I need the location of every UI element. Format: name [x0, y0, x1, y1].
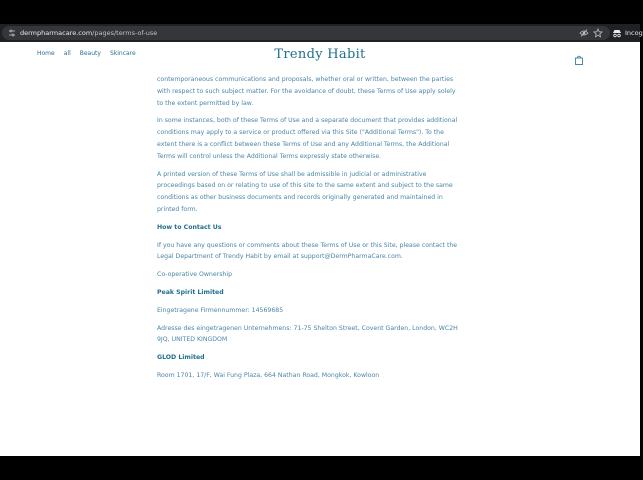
- bookmark-star-icon[interactable]: [593, 28, 603, 38]
- top-letterbox: [0, 0, 640, 24]
- incognito-indicator[interactable]: [612, 27, 643, 39]
- nav-item-all[interactable]: all: [63, 50, 71, 57]
- paragraph-contact: If you have any questions or comments about these Terms of Use or this Site, please contact the Legal Department of Trendy Habit by email at support@DermPharmaCare.com.: [157, 241, 458, 261]
- contact-heading: How to Contact Us: [157, 223, 222, 231]
- incognito-label: Incog: [625, 29, 643, 37]
- eye-off-icon[interactable]: [579, 28, 589, 38]
- url-path: /pages/terms-of-use: [92, 29, 158, 37]
- registered-address: Adresse des eingetragenen Unternehmens: 71-75 Shelton Street, Covent Garden, London, WC2H 9JQ, UNITED KINGDOM: [157, 324, 458, 344]
- browser-toolbar: [0, 24, 643, 42]
- paragraph-entire-agreement: contemporaneous communications and proposals, whether oral or written, between the parties with respect to such subject matter. For the avoidance of doubt, these Terms of Use apply solely to the extent permitted by law.: [157, 76, 456, 107]
- nav-item-skincare[interactable]: Skincare: [109, 50, 136, 57]
- web-page: [0, 42, 640, 456]
- registration-number: Eingetragene Firmennummer: 14569685: [157, 306, 284, 314]
- paragraph-additional-terms: In some instances, both of these Terms of Use and a separate document that provides additional conditions may apply to a service or product offered via this Site ("Additional Terms"). To the extent there is a conflict between these Terms of Use and any Additional Terms, the Additional Terms will control unless the Additional Terms expressly state otherwise.: [157, 117, 458, 160]
- nav-item-home[interactable]: Home: [37, 50, 55, 57]
- company-name-peak-spirit: Peak Spirit Limited: [157, 288, 224, 296]
- bottom-letterbox: [0, 456, 640, 480]
- url-host: dermpharmacare.com: [20, 29, 93, 37]
- site-settings-icon[interactable]: [8, 29, 16, 37]
- nav-item-beauty[interactable]: Beauty: [79, 50, 101, 57]
- address-bar[interactable]: [2, 26, 610, 40]
- site-header: [0, 42, 640, 66]
- glod-address: Room 1701, 17/F, Wai Fung Plaza, 664 Nathan Road, Mongkok, Kowloon: [157, 371, 380, 379]
- site-logo[interactable]: Trendy Habit: [274, 47, 366, 62]
- company-name-glod: GLOD Limited: [157, 354, 205, 362]
- coop-ownership-label: Co-operative Ownership: [157, 271, 232, 279]
- bag-icon[interactable]: [574, 55, 584, 65]
- url-text[interactable]: [20, 27, 157, 39]
- terms-content: [157, 42, 462, 382]
- incognito-icon: [612, 28, 622, 38]
- paragraph-printed-version: A printed version of these Terms of Use shall be admissible in judicial or administrative proceedings based on or relating to use of this site to the same extent and subject to the same conditions as other business documents and records originally generated and maintained in printed form.: [157, 170, 453, 213]
